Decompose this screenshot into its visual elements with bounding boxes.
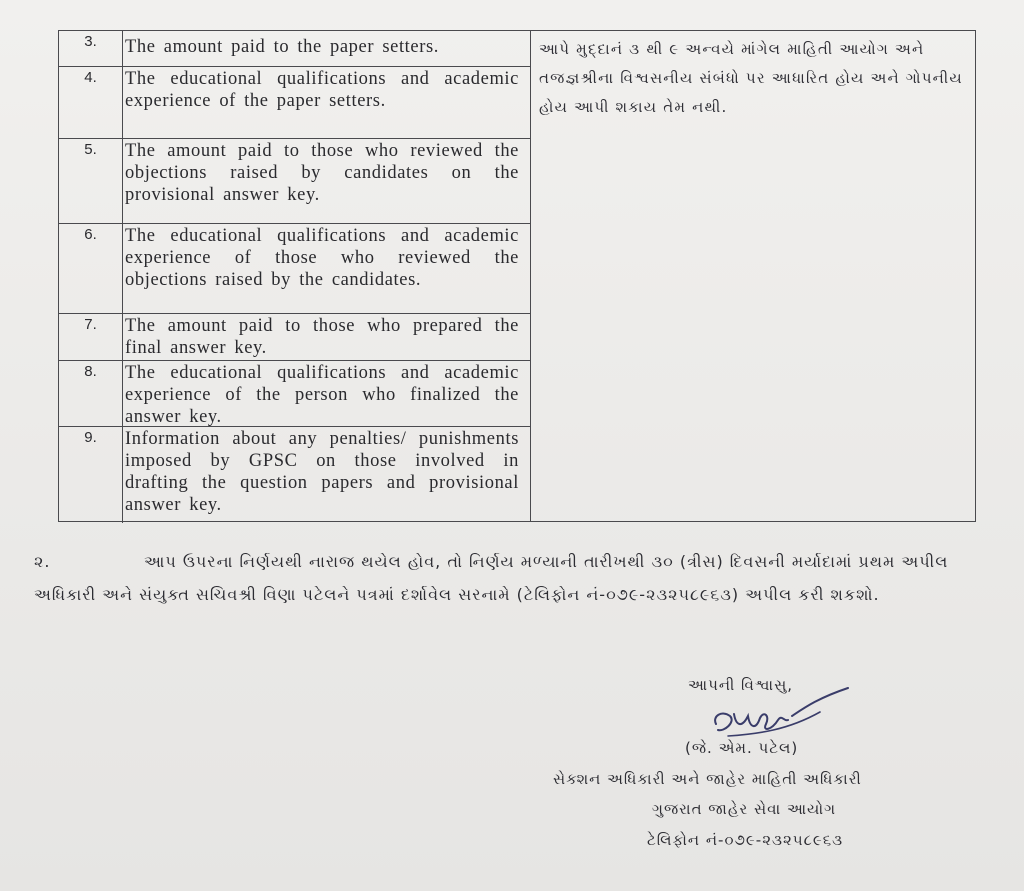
row-number: 6. (59, 224, 123, 313)
office-phone: ટેલિફોન નં-૦૭૯-૨૩૨૫૮૯૬૩ (647, 831, 844, 849)
row-description: The educational qualifications and academic experience of the person who finalized the answer key. (125, 363, 519, 427)
row-number: 8. (59, 361, 123, 426)
row-number: 9. (59, 427, 123, 523)
table-row (59, 427, 530, 523)
row-number: 3. (59, 31, 123, 66)
signatory-designation: સેક્શન અધિકારી અને જાહેર માહિતી અધિકારી (553, 770, 862, 788)
appeal-paragraph (34, 545, 974, 611)
table-row (59, 361, 530, 427)
closing-line: આપની વિશ્વાસુ, (688, 676, 794, 694)
table-row (59, 31, 530, 67)
row-number: 7. (59, 314, 123, 360)
table-left-column (59, 31, 531, 521)
row-description: The amount paid to those who reviewed the objections raised by candidates on the provisional answer key. (125, 141, 519, 205)
table-row (59, 139, 530, 224)
row-number: 4. (59, 67, 123, 138)
signatory-name: (જે. એમ. પટેલ) (685, 739, 799, 757)
row-description: Information about any penalties/ punishments imposed by GPSC on those involved in drafting the question papers and provisional answer key. (125, 429, 519, 515)
table-row (59, 314, 530, 361)
row-description: The educational qualifications and academic experience of the paper setters. (125, 69, 519, 111)
paragraph-text: આપ ઉપરના નિર્ણયથી નારાજ થયેલ હોવ, તો નિર્ણય મળ્યાની તારીખથી ૩૦ (ત્રીસ) દિવસની મર્યાદામાં પ્રથમ અપીલ અધિકારી અને સંયુક્ત સચિવશ્રી વિણા પટેલને પત્રમાં દર્શાવેલ સરનામે (ટેલિફોન નં-૦૭૯-૨૩૨૫૮૯૬૩) અપીલ કરી શકશો. (34, 552, 949, 604)
paragraph-number: ૨. (34, 552, 51, 571)
row-description: The educational qualifications and academic experience of those who reviewed the objections raised by the candidates. (125, 226, 519, 290)
information-table (58, 30, 976, 522)
table-right-reply: આપે મુદ્દાનં ૩ થી ૯ અન્વયે માંગેલ માહિતી આયોગ અને તજજ્ઞશ્રીના વિશ્વસનીય સંબંધો પર આધારિત હોય અને ગોપનીય હોય આપી શકાય તેમ નથી. (539, 40, 963, 116)
table-row (59, 67, 530, 139)
row-description: The amount paid to the paper setters. (125, 37, 440, 57)
table-row (59, 224, 530, 314)
row-description: The amount paid to those who prepared the final answer key. (125, 316, 519, 358)
row-number: 5. (59, 139, 123, 223)
office-name: ગુજરાત જાહેર સેવા આયોગ (652, 800, 837, 818)
